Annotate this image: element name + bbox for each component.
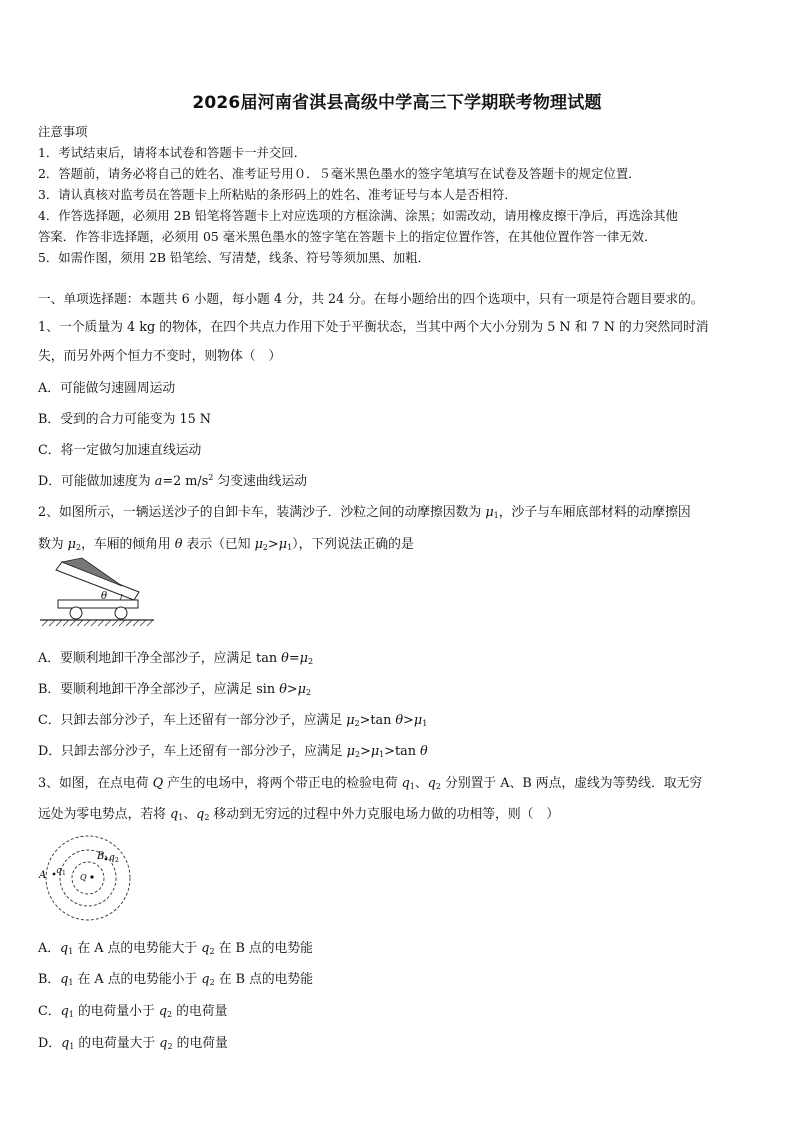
- q3-option-c: C．$q_1$ 的电荷量小于 $q_2$ 的电荷量: [38, 1004, 228, 1019]
- equipotential-middle: [60, 850, 116, 906]
- equipotential-outer: [46, 836, 130, 920]
- q2-subscript: 2: [115, 857, 119, 864]
- notice-heading: 注意事项: [38, 124, 88, 139]
- point-B-label: B: [97, 851, 105, 862]
- q3-option-a: A．$q_1$ 在 A 点的电势能大于 $q_2$ 在 B 点的电势能: [38, 941, 313, 956]
- equipotential-inner: [72, 862, 104, 894]
- point-A-label: A: [39, 870, 47, 881]
- q2-option-b: B．要顺利地卸干净全部沙子，应满足 $\sin \theta>\mu_2$: [38, 682, 312, 697]
- notice-item: 答案．作答非选择题，必须用 05 毫米黑色墨水的签字笔在答题卡上的指定位置作答，在其他位置作答一律无效．: [38, 229, 657, 244]
- q2-stem-line1: 2、如图所示，一辆运送沙子的自卸卡车，装满沙子．沙粒之间的动摩擦因数为 $\mu_1$，沙子与车厢底部材料的动摩擦因: [38, 505, 691, 520]
- q1-stem-line2: 失，而另外两个恒力不变时，则物体（ ）: [38, 349, 282, 364]
- q2-option-c: C．只卸去部分沙子，车上还留有一部分沙子，应满足 $\mu_2>\tan$ $\theta>\mu_1$: [38, 713, 428, 728]
- notice-item: 5．如需作图，须用 2B 铅笔绘、写清楚，线条、符号等须加黑、加粗．: [38, 250, 431, 265]
- q1-label: q: [56, 866, 62, 876]
- q1-option-b: B．受到的合力可能变为 15 N: [38, 412, 211, 427]
- q3-stem-line1: 3、如图，在点电荷 Q 产生的电场中，将两个带正电的检验电荷 $q_1$、$q_2$ 分别置于 A、B 两点，虚线为等势线．取无穷: [38, 776, 703, 791]
- point-A-dot: [53, 873, 56, 876]
- truck-wheel: [115, 607, 127, 619]
- notice-item: 1．考试结束后，请将本试卷和答题卡一并交回．: [38, 145, 307, 160]
- charge-Q-dot: [90, 875, 93, 878]
- dump-truck-figure: [38, 556, 158, 632]
- q3-option-d: D．$q_1$ 的电荷量大于 $q_2$ 的电荷量: [38, 1036, 228, 1051]
- q1-option-d: D．可能做加速度为 a=2 $m/s^2$ 匀变速曲线运动: [38, 473, 308, 489]
- notice-item: 3．请认真核对监考员在答题卡上所粘贴的条形码上的姓名、准考证号与本人是否相符．: [38, 187, 517, 202]
- q2-stem-line2: 数为 $\mu_2$，车厢的倾角用 θ 表示（已知 $\mu_2>\mu_1$），下列说法正确的是: [38, 537, 414, 552]
- q1-stem-line1: 1、一个质量为 4 kg 的物体，在四个共点力作用下处于平衡状态，当其中两个大小分别为 5 N 和 7 N 的力突然同时消: [38, 320, 709, 335]
- ground-hatching: [42, 620, 153, 626]
- q3-option-b: B．$q_1$ 在 A 点的电势能小于 $q_2$ 在 B 点的电势能: [38, 972, 314, 987]
- q2-label: q: [109, 853, 115, 863]
- q1-option-c: C．将一定做匀加速直线运动: [38, 443, 202, 458]
- notice-item: 4．作答选择题，必须用 2B 铅笔将答题卡上对应选项的方框涂满、涂黑；如需改动，请用橡皮擦干净后，再选涂其他: [38, 208, 678, 223]
- q2-option-d: D．只卸去部分沙子，车上还留有一部分沙子，应满足 $\mu_2>\mu_1>\tan$ θ: [38, 744, 428, 759]
- charge-Q-label: Q: [80, 873, 87, 882]
- q2-option-a: A．要顺利地卸干净全部沙子，应满足 $\tan \theta=\mu_2$: [38, 651, 314, 666]
- notice-item: 2．答题前，请务必将自己的姓名、准考证号用０．５毫米黑色墨水的签字笔填写在试卷及答题卡的规定位置．: [38, 166, 641, 181]
- point-B-dot: [105, 858, 108, 861]
- q3-stem-line2: 远处为零电势点，若将 $q_1$、$q_2$ 移动到无穷远的过程中外力克服电场力做的功相等，则（ ）: [38, 807, 560, 822]
- q1-subscript: 1: [62, 870, 66, 877]
- truck-wheel: [70, 607, 82, 619]
- section-heading: 一、单项选择题：本题共 6 小题，每小题 4 分，共 24 分。在每小题给出的四个选项中，只有一项是符合题目要求的。: [38, 291, 704, 306]
- equipotential-figure: [36, 832, 136, 922]
- theta-label: θ: [101, 591, 108, 602]
- page-title: 2026届河南省淇县高级中学高三下学期联考物理试题: [192, 93, 602, 113]
- truck-chassis: [58, 600, 138, 608]
- q1-option-a: A．可能做匀速圆周运动: [38, 381, 176, 396]
- truck-bed: [56, 562, 139, 600]
